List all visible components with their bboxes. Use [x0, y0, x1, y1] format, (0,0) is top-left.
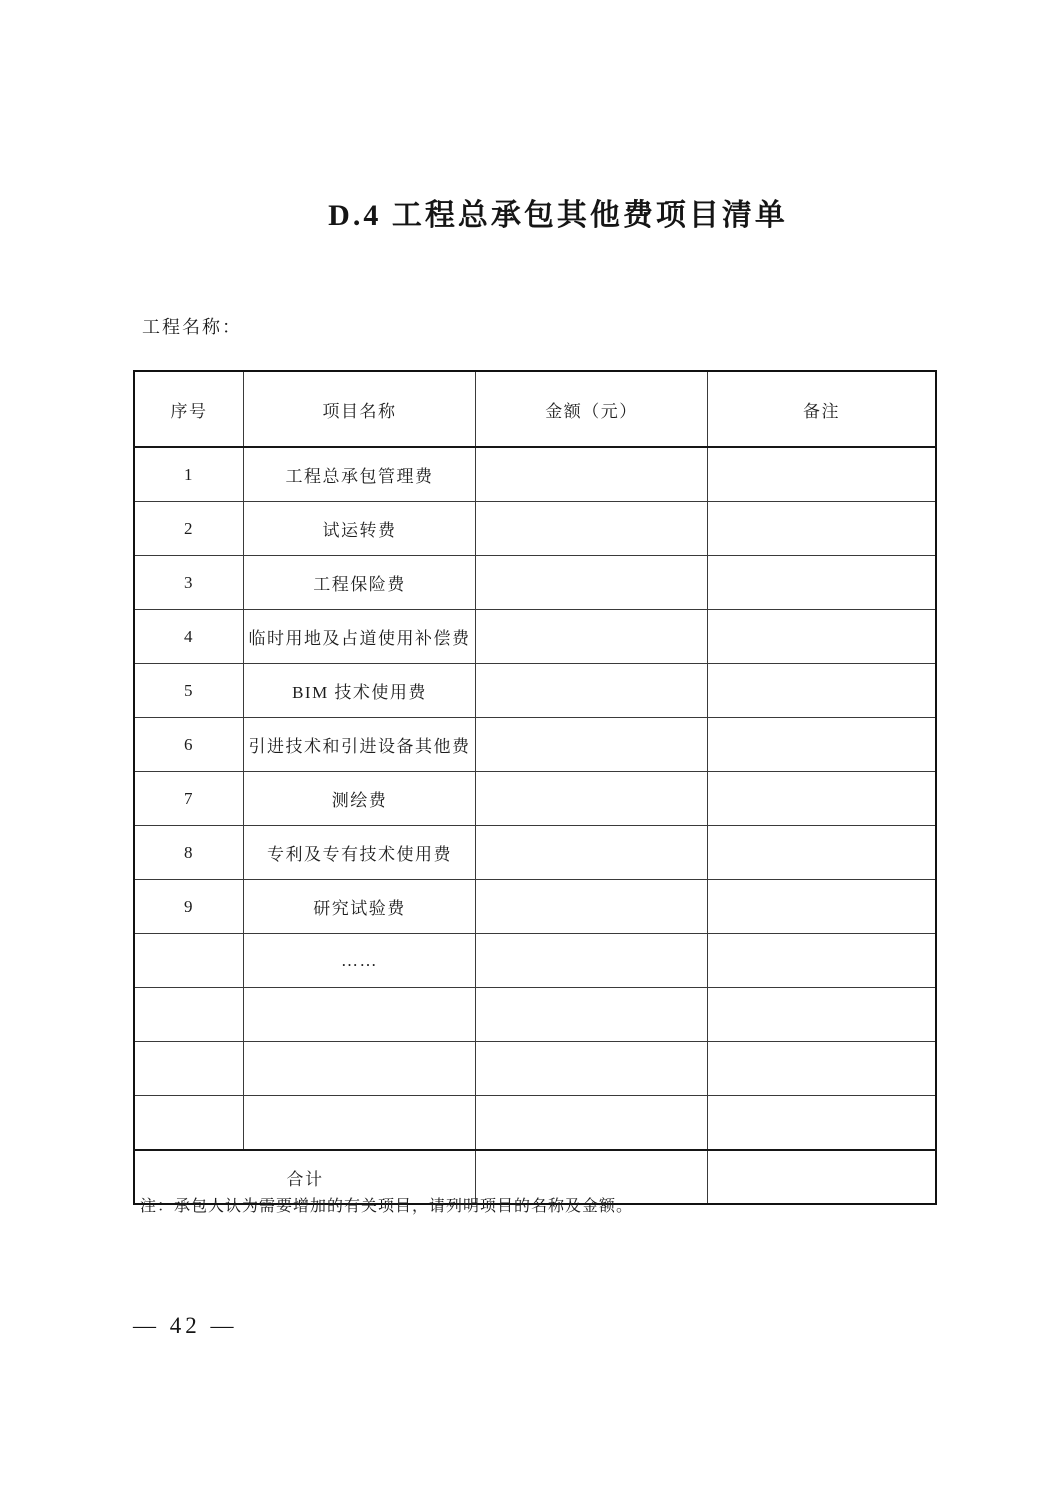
cell-name: 工程保险费 [244, 556, 476, 610]
cell-name [244, 1042, 476, 1096]
table-row-empty [134, 1096, 936, 1151]
table-row [134, 826, 936, 880]
cell-no: 2 [134, 502, 244, 556]
cell-name: 临时用地及占道使用补偿费 [244, 610, 476, 664]
cell-remark [708, 1042, 937, 1096]
page-title: D.4 工程总承包其他费项目清单 [328, 199, 788, 232]
cell-no [134, 934, 244, 988]
cell-remark [708, 1096, 937, 1151]
cell-remark [708, 556, 937, 610]
table-row [134, 502, 936, 556]
table-row [134, 610, 936, 664]
cell-no: 7 [134, 772, 244, 826]
cell-name: 试运转费 [244, 502, 476, 556]
cell-no [134, 988, 244, 1042]
header-amount: 金额（元） [476, 371, 708, 447]
fee-table [133, 370, 937, 1205]
cell-amount [476, 772, 708, 826]
cell-remark [708, 772, 937, 826]
cell-remark [708, 610, 937, 664]
cell-amount [476, 610, 708, 664]
cell-amount [476, 718, 708, 772]
cell-name: 工程总承包管理费 [244, 447, 476, 502]
table-row [134, 556, 936, 610]
cell-no [134, 1096, 244, 1151]
cell-name: 引进技术和引进设备其他费 [244, 718, 476, 772]
cell-no: 4 [134, 610, 244, 664]
cell-no [134, 1042, 244, 1096]
cell-name: 专利及专有技术使用费 [244, 826, 476, 880]
cell-total-remark [708, 1150, 937, 1204]
cell-remark [708, 880, 937, 934]
cell-name [244, 1096, 476, 1151]
cell-no: 3 [134, 556, 244, 610]
cell-amount [476, 1042, 708, 1096]
table-row [134, 880, 936, 934]
cell-amount [476, 934, 708, 988]
cell-remark [708, 988, 937, 1042]
cell-no: 1 [134, 447, 244, 502]
cell-amount [476, 556, 708, 610]
cell-name: 测绘费 [244, 772, 476, 826]
cell-amount [476, 988, 708, 1042]
table-row [134, 447, 936, 502]
cell-remark [708, 447, 937, 502]
cell-name [244, 988, 476, 1042]
cell-no: 6 [134, 718, 244, 772]
cell-name: BIM 技术使用费 [244, 664, 476, 718]
table-row [134, 664, 936, 718]
cell-amount [476, 1096, 708, 1151]
cell-amount [476, 826, 708, 880]
header-no: 序号 [134, 371, 244, 447]
cell-amount [476, 447, 708, 502]
cell-amount [476, 664, 708, 718]
table-row-empty [134, 988, 936, 1042]
cell-remark [708, 826, 937, 880]
table-row [134, 772, 936, 826]
cell-name: 研究试验费 [244, 880, 476, 934]
header-remark: 备注 [708, 371, 937, 447]
cell-no: 8 [134, 826, 244, 880]
cell-remark [708, 718, 937, 772]
cell-no: 5 [134, 664, 244, 718]
header-item-name: 项目名称 [244, 371, 476, 447]
page-number: — 42 — [133, 1313, 238, 1338]
cell-amount [476, 502, 708, 556]
cell-remark [708, 502, 937, 556]
cell-remark [708, 664, 937, 718]
cell-total-label: 合计 [134, 1150, 476, 1204]
table-row-ellipsis [134, 934, 936, 988]
cell-name: …… [244, 934, 476, 988]
note-text: 注：承包人认为需要增加的有关项目，请列明项目的名称及金额。 [140, 1198, 634, 1215]
cell-no: 9 [134, 880, 244, 934]
cell-amount [476, 880, 708, 934]
table-row [134, 718, 936, 772]
table-header-row [134, 371, 936, 447]
table-row-empty [134, 1042, 936, 1096]
project-name-label: 工程名称： [142, 317, 242, 337]
cell-remark [708, 934, 937, 988]
